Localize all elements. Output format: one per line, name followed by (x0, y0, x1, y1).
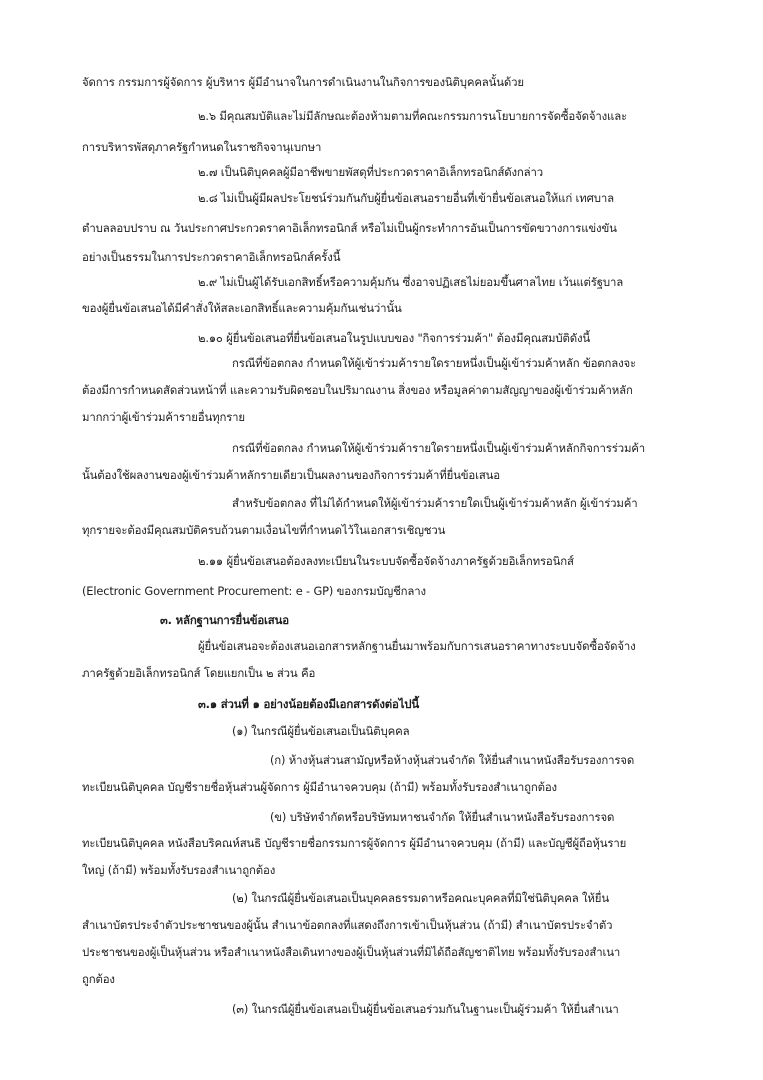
text-line: อย่างเป็นธรรมในการประกวดราคาอิเล็กทรอนิกส์ครั้งนี้ (82, 250, 341, 264)
text-line: (ก) ห้างหุ้นส่วนสามัญหรือห้างหุ้นส่วนจำกัด ให้ยื่นสำเนาหนังสือรับรองการจด (270, 753, 635, 767)
text-line: ๒.๑๑ ผู้ยื่นข้อเสนอต้องลงทะเบียนในระบบจัดซื้อจัดจ้างภาครัฐด้วยอิเล็กทรอนิกส์ (198, 554, 574, 568)
text-line: ภาครัฐด้วยอิเล็กทรอนิกส์ โดยแยกเป็น ๒ ส่วน คือ (82, 666, 316, 680)
text-line: ของผู้ยื่นข้อเสนอได้มีคำสั่งให้สละเอกสิทธิ์และความคุ้มกันเช่นว่านั้น (82, 301, 402, 315)
text-line: ๒.๘ ไม่เป็นผู้มีผลประโยชน์ร่วมกันกับผู้ยื่นข้อเสนอรายอื่นที่เข้ายื่นข้อเสนอให้แก่ เทศบาล (198, 191, 614, 205)
text-line: ถูกต้อง (82, 972, 115, 986)
text-line: (ข) บริษัทจำกัดหรือบริษัทมหาชนจำกัด ให้ยื่นสำเนาหนังสือรับรองการจด (270, 810, 615, 824)
text-line: ผู้ยื่นข้อเสนอจะต้องเสนอเอกสารหลักฐานยื่นมาพร้อมกับการเสนอราคาทางระบบจัดซื้อจัดจ้าง (198, 639, 636, 653)
text-line: ทุกรายจะต้องมีคุณสมบัติครบถ้วนตามเงื่อนไขที่กำหนดไว้ในเอกสารเชิญชวน (82, 523, 446, 537)
text-line: ประชาชนของผู้เป็นหุ้นส่วน หรือสำเนาหนังสือเดินทางของผู้เป็นหุ้นส่วนที่มิได้ถือสัญชาติไทย พร้อมทั้งรับรองสำเนา (82, 945, 621, 959)
text-line: การบริหารพัสดุภาครัฐกำหนดในราชกิจจานุเบกษา (82, 140, 322, 154)
text-line: ๒.๗ เป็นนิติบุคคลผู้มีอาชีพขายพัสดุที่ประกวดราคาอิเล็กทรอนิกส์ดังกล่าว (198, 165, 543, 179)
text-line: (๑) ในกรณีผู้ยื่นข้อเสนอเป็นนิติบุคคล (232, 724, 410, 738)
section-heading: ๓. หลักฐานการยื่นข้อเสนอ (160, 613, 289, 627)
text-line: (Electronic Government Procurement: e - GP) ของกรมบัญชีกลาง (82, 584, 426, 598)
text-line: ตำบลลอบปราบ ณ วันประกาศประกวดราคาอิเล็กทรอนิกส์ หรือไม่เป็นผู้กระทำการอันเป็นการขัดขวางการแข่งขัน (82, 221, 617, 235)
text-line: (๒) ในกรณีผู้ยื่นข้อเสนอเป็นบุคคลธรรมดาหรือคณะบุคคลที่มิใช่นิติบุคคล ให้ยื่น (232, 891, 609, 905)
text-line: ทะเบียนนิติบุคคล หนังสือบริคณห์สนธิ บัญชีรายชื่อกรรมการผู้จัดการ ผู้มีอำนาจควบคุม (ถ้ามี) และบัญชีผู้ถือหุ้นราย (82, 836, 627, 850)
text-line: ๒.๙ ไม่เป็นผู้ได้รับเอกสิทธิ์หรือความคุ้มกัน ซึ่งอาจปฏิเสธไม่ยอมขึ้นศาลไทย เว้นแต่รัฐบาล (198, 275, 624, 289)
text-line: กรณีที่ข้อตกลง กำหนดให้ผู้เข้าร่วมค้ารายใดรายหนึ่งเป็นผู้เข้าร่วมค้าหลักกิจการร่วมค้า (232, 441, 646, 455)
text-line: กรณีที่ข้อตกลง กำหนดให้ผู้เข้าร่วมค้ารายใดรายหนึ่งเป็นผู้เข้าร่วมค้าหลัก ข้อตกลงจะ (232, 356, 637, 370)
text-line: มากกว่าผู้เข้าร่วมค้ารายอื่นทุกราย (82, 410, 245, 424)
text-line: ๒.๖ มีคุณสมบัติและไม่มีลักษณะต้องห้ามตามที่คณะกรรมการนโยบายการจัดซื้อจัดจ้างและ (198, 109, 628, 123)
text-line: ต้องมีการกำหนดสัดส่วนหน้าที่ และความรับผิดชอบในปริมาณงาน สิ่งของ หรือมูลค่าตามสัญญาของผู้เข้าร่วมค้าหลัก (82, 383, 633, 397)
text-line: (๓) ในกรณีผู้ยื่นข้อเสนอเป็นผู้ยื่นข้อเสนอร่วมกันในฐานะเป็นผู้ร่วมค้า ให้ยื่นสำเนา (232, 1002, 619, 1016)
text-line: ทะเบียนนิติบุคคล บัญชีรายชื่อหุ้นส่วนผู้จัดการ ผู้มีอำนาจควบคุม (ถ้ามี) พร้อมทั้งรับรองสำเนาถูกต้อง (82, 780, 557, 794)
subsection-heading: ๓.๑ ส่วนที่ ๑ อย่างน้อยต้องมีเอกสารดังต่อไปนี้ (198, 697, 419, 711)
text-line: ใหญ่ (ถ้ามี) พร้อมทั้งรับรองสำเนาถูกต้อง (82, 863, 276, 877)
text-line: สำเนาบัตรประจำตัวประชาชนของผู้นั้น สำเนาข้อตกลงที่แสดงถึงการเข้าเป็นหุ้นส่วน (ถ้ามี) สำเนาบัตรประจำตัว (82, 918, 613, 932)
text-line: จัดการ กรรมการผู้จัดการ ผู้บริหาร ผู้มีอำนาจในการดำเนินงานในกิจการของนิติบุคคลนั้นด้วย (82, 75, 524, 89)
text-line: ๒.๑๐ ผู้ยื่นข้อเสนอที่ยื่นข้อเสนอในรูปแบบของ "กิจการร่วมค้า" ต้องมีคุณสมบัติดังนี้ (198, 331, 590, 345)
text-line: นั้นต้องใช้ผลงานของผู้เข้าร่วมค้าหลักรายเดียวเป็นผลงานของกิจการร่วมค้าที่ยื่นข้อเสนอ (82, 468, 500, 482)
text-line: สำหรับข้อตกลง ที่ไม่ได้กำหนดให้ผู้เข้าร่วมค้ารายใดเป็นผู้เข้าร่วมค้าหลัก ผู้เข้าร่วมค้า (232, 496, 638, 510)
